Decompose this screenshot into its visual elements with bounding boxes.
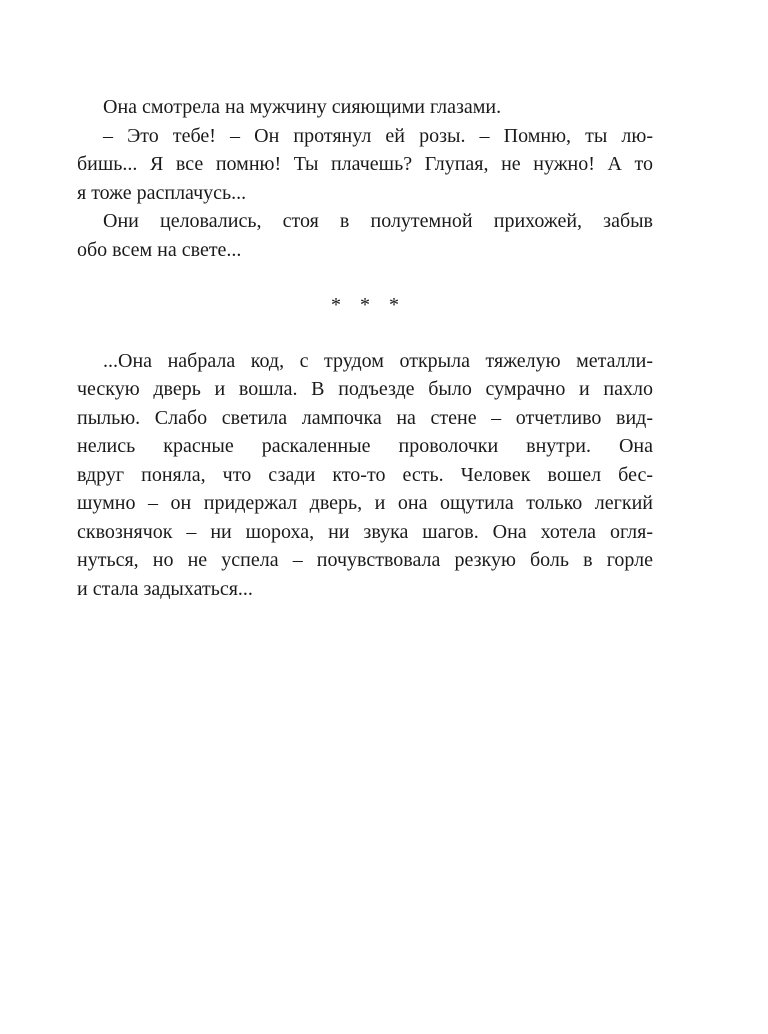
text-line: обо всем на свете... xyxy=(77,238,242,261)
text-line: вдруг поняла, что сзади кто-то есть. Человек вошел бес- xyxy=(77,463,653,486)
text-line: – Это тебе! – Он протянул ей розы. – Помню, ты лю- xyxy=(103,124,653,147)
paragraph xyxy=(77,122,653,208)
paragraph xyxy=(77,207,653,264)
text-line: шумно – он придержал дверь, и она ощутила только легкий xyxy=(77,492,653,514)
paragraph xyxy=(77,347,653,604)
book-page xyxy=(77,93,653,603)
text-line: ...Она набрала код, с трудом открыла тяжелую металли- xyxy=(103,349,653,372)
text-line: бишь... Я все помню! Ты плачешь? Глупая, не нужно! А то xyxy=(77,153,653,175)
text-line: нуться, но не успела – почувствовала резкую боль в горле xyxy=(77,549,653,571)
text-line: Они целовались, стоя в полутемной прихожей, забыв xyxy=(103,210,653,232)
section-separator: * * * xyxy=(331,294,399,316)
text-line: ческую дверь и вошла. В подъезде было сумрачно и пахло xyxy=(77,378,653,400)
text-line: сквознячок – ни шороха, ни звука шагов. Она хотела огля- xyxy=(77,520,653,543)
text-line: и стала задыхаться... xyxy=(77,577,253,600)
text-line: нелись красные раскаленные проволочки внутри. Она xyxy=(77,435,653,457)
text-line: пылью. Слабо светила лампочка на стене – отчетливо вид- xyxy=(77,406,653,429)
text-line: я тоже расплачусь... xyxy=(77,181,247,204)
text-line: Она смотрела на мужчину сияющими глазами. xyxy=(103,96,502,118)
paragraph xyxy=(77,93,653,122)
